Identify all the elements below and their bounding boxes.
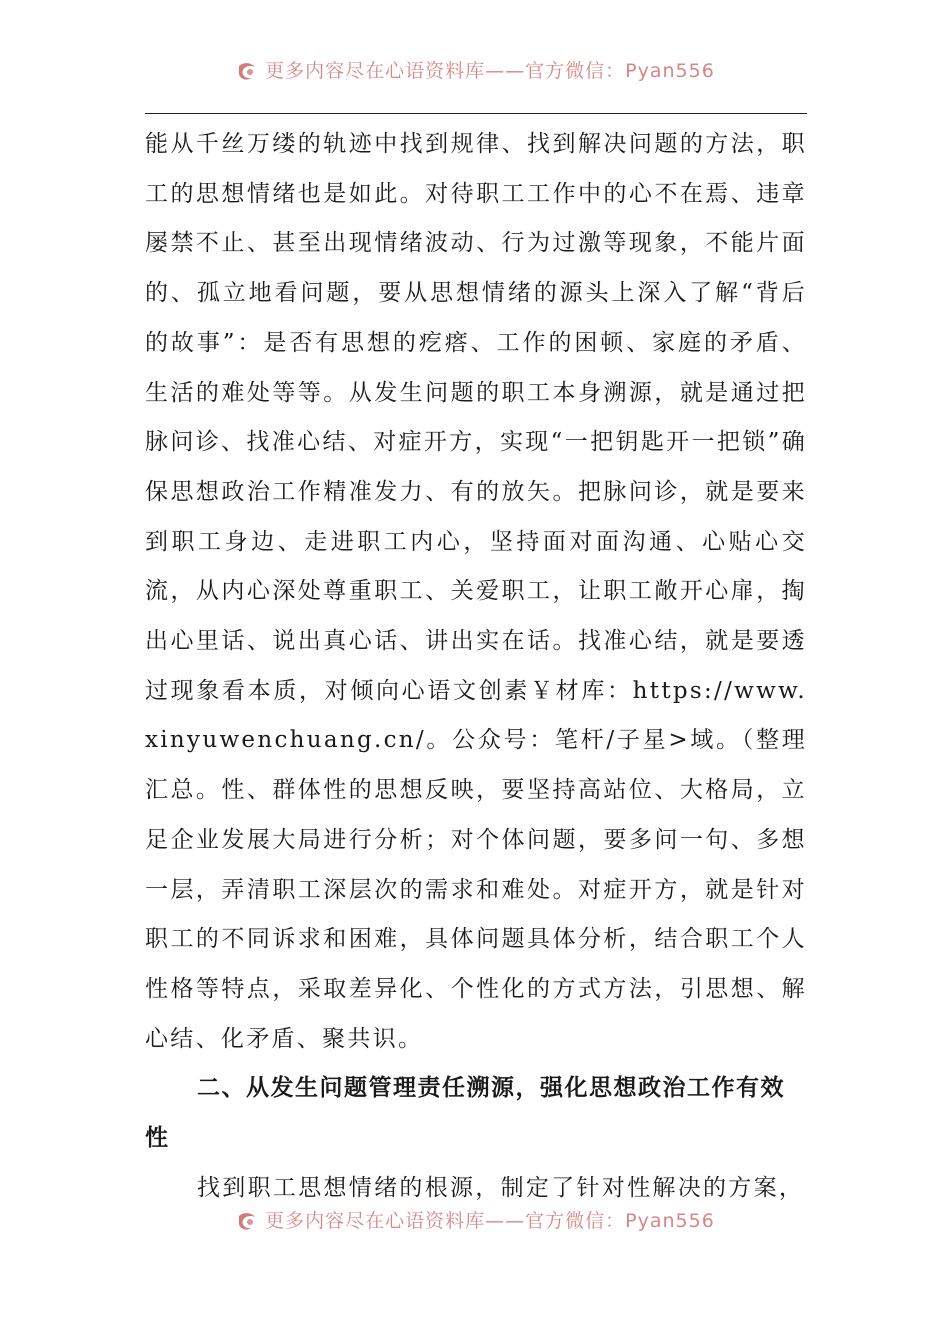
document-body [145,120,807,1213]
logo-icon [235,1210,259,1234]
watermark-text: 更多内容尽在心语资料库——官方微信：Pyan556 [265,1210,715,1232]
watermark-text: 更多内容尽在心语资料库——官方微信：Pyan556 [265,60,715,82]
section-heading: 二、从发生问题管理责任溯源，强化思想政治工作有效性 [145,1075,785,1152]
logo-icon [235,60,259,84]
body-paragraph-last: 找到职工思想情绪的根源，制定了针对性解决的方案， [197,1174,805,1201]
header-watermark [0,58,950,84]
body-paragraph: 能从千丝万缕的轨迹中找到规律、找到解决问题的方法，职工的思想情绪也是如此。对待职工工作中的心不在焉、违章屡禁不止、甚至出现情绪波动、行为过激等现象，不能片面的、孤立地看问题，要从思想情绪的源头上深入了解“背后的故事”：是否有思想的疙瘩、工作的困顿、家庭的矛盾、生活的难处等等。从发生问题的职工本身溯源，就是通过把脉问诊、找准心结、对症开方，实现“一把钥匙开一把锁”确保思想政治工作精准发力、有的放矢。把脉问诊，就是要来到职工身边、走进职工内心，坚持面对面沟通、心贴心交流，从内心深处尊重职工、关爱职工，让职工敞开心扉，掏出心里话、说出真心话、讲出实在话。找准心结，就是要透过现象看本质，对倾向心语文创素￥材库：https://www.xinyuwenchuang.cn/。公众号：笔杆/子星>域。（整理汇总。性、群体性的思想反映，要坚持高站位、大格局，立足企业发展大局进行分析；对个体问题，要多问一句、多想一层，弄清职工深层次的需求和难处。对症开方，就是针对职工的不同诉求和困难，具体问题具体分析，结合职工个人性格等特点，采取差异化、个性化的方式方法，引思想、解心结、化矛盾、聚共识。 [145,131,807,1052]
header-divider [145,113,807,114]
footer-watermark [0,1208,950,1234]
